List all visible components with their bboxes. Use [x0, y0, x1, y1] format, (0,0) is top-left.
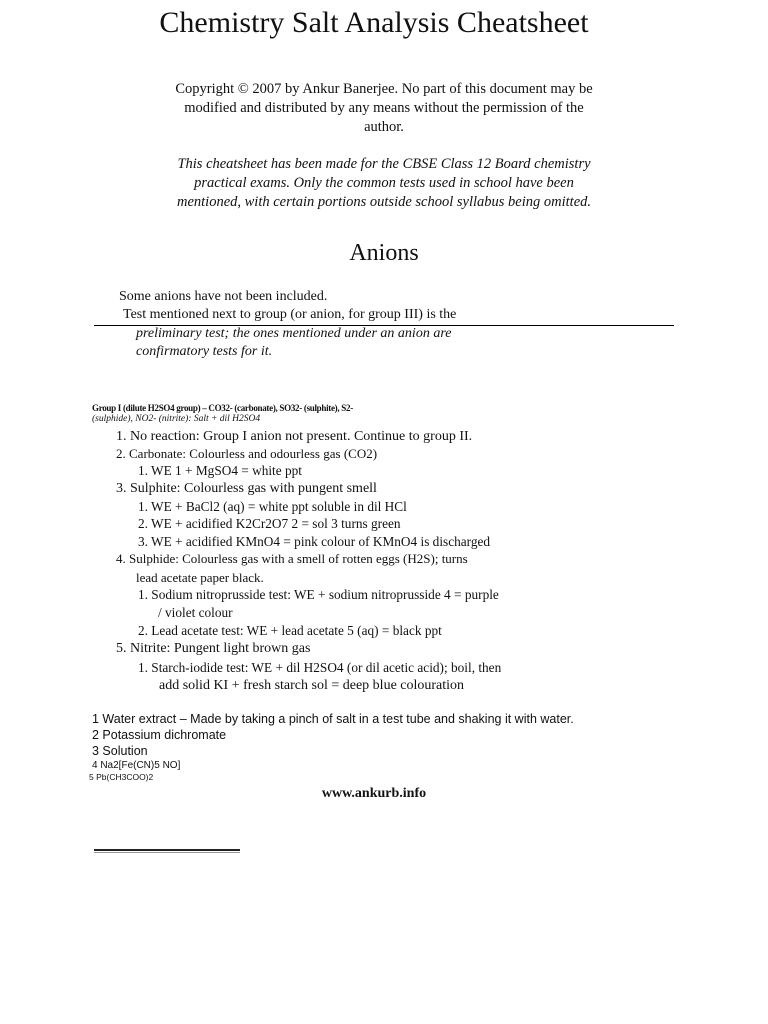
- sub-list-item: 2. Lead acetate test: WE + lead acetate 5 (aq) = black ppt: [138, 623, 442, 638]
- group-header-cont: (sulphide), NO2- (nitrite): Salt + dil H2SO4: [92, 414, 261, 424]
- list-item: 3. Sulphite: Colourless gas with pungent smell: [116, 481, 377, 496]
- sub-list-item-cont: add solid KI + fresh starch sol = deep blue colouration: [159, 678, 465, 693]
- copyright-line: author.: [364, 119, 404, 135]
- footnote: 2 Potassium dichromate: [92, 728, 227, 742]
- section-title-anions: Anions: [349, 240, 419, 266]
- page-title: Chemistry Salt Analysis Cheatsheet: [159, 6, 589, 39]
- sub-list-item: 1. Sodium nitroprusside test: WE + sodium nitroprusside 4 = purple: [138, 587, 499, 602]
- page-break-line: [94, 849, 240, 851]
- page-break-shadow: [94, 852, 240, 853]
- list-item: 1. No reaction: Group I anion not present. Continue to group II.: [116, 429, 473, 444]
- footnote: 1 Water extract – Made by taking a pinch of salt in a test tube and shaking it with water.: [92, 712, 574, 726]
- note-line: preliminary test; the ones mentioned under an anion are: [136, 326, 452, 341]
- intro-line: This cheatsheet has been made for the CBSE Class 12 Board chemistry: [177, 156, 591, 172]
- group-header: Group I (dilute H2SO4 group) – CO32- (carbonate), SO32- (sulphite), S2-: [92, 403, 353, 413]
- sub-list-item: 1. WE 1 + MgSO4 = white ppt: [138, 463, 302, 478]
- list-item: 2. Carbonate: Colourless and odourless gas (CO2): [116, 446, 378, 461]
- sub-list-item: 1. WE + BaCl2 (aq) = white ppt soluble in dil HCl: [138, 499, 407, 514]
- intro-paragraph: [0, 155, 768, 212]
- footnote: 3 Solution: [92, 744, 148, 758]
- footnote: 5 Pb(CH3COO)2: [89, 772, 154, 782]
- list-item: 5. Nitrite: Pungent light brown gas: [116, 641, 311, 656]
- intro-line: practical exams. Only the common tests used in school have been: [194, 175, 574, 191]
- sub-list-item-cont: / violet colour: [158, 605, 233, 620]
- list-item-cont: lead acetate paper black.: [136, 570, 264, 585]
- note-line: Some anions have not been included.: [119, 289, 328, 304]
- website-link[interactable]: www.ankurb.info: [321, 786, 427, 801]
- footnote: 4 Na2[Fe(CN)5 NO]: [92, 760, 181, 771]
- copyright-line: modified and distributed by any means without the permission of the: [184, 100, 584, 116]
- sub-list-item: 1. Starch-iodide test: WE + dil H2SO4 (or dil acetic acid); boil, then: [138, 660, 502, 675]
- copyright-line: Copyright © 2007 by Ankur Banerjee. No part of this document may be: [175, 81, 593, 97]
- sub-list-item: 3. WE + acidified KMnO4 = pink colour of KMnO4 is discharged: [138, 534, 491, 549]
- note-line: Test mentioned next to group (or anion, for group III) is the: [123, 307, 457, 322]
- sub-list-item: 2. WE + acidified K2Cr2O7 2 = sol 3 turns green: [138, 516, 401, 531]
- list-item: 4. Sulphide: Colourless gas with a smell of rotten eggs (H2S); turns: [116, 551, 468, 566]
- intro-line: mentioned, with certain portions outside school syllabus being omitted.: [176, 194, 592, 210]
- copyright-notice: [0, 80, 768, 137]
- note-line: confirmatory tests for it.: [136, 344, 273, 359]
